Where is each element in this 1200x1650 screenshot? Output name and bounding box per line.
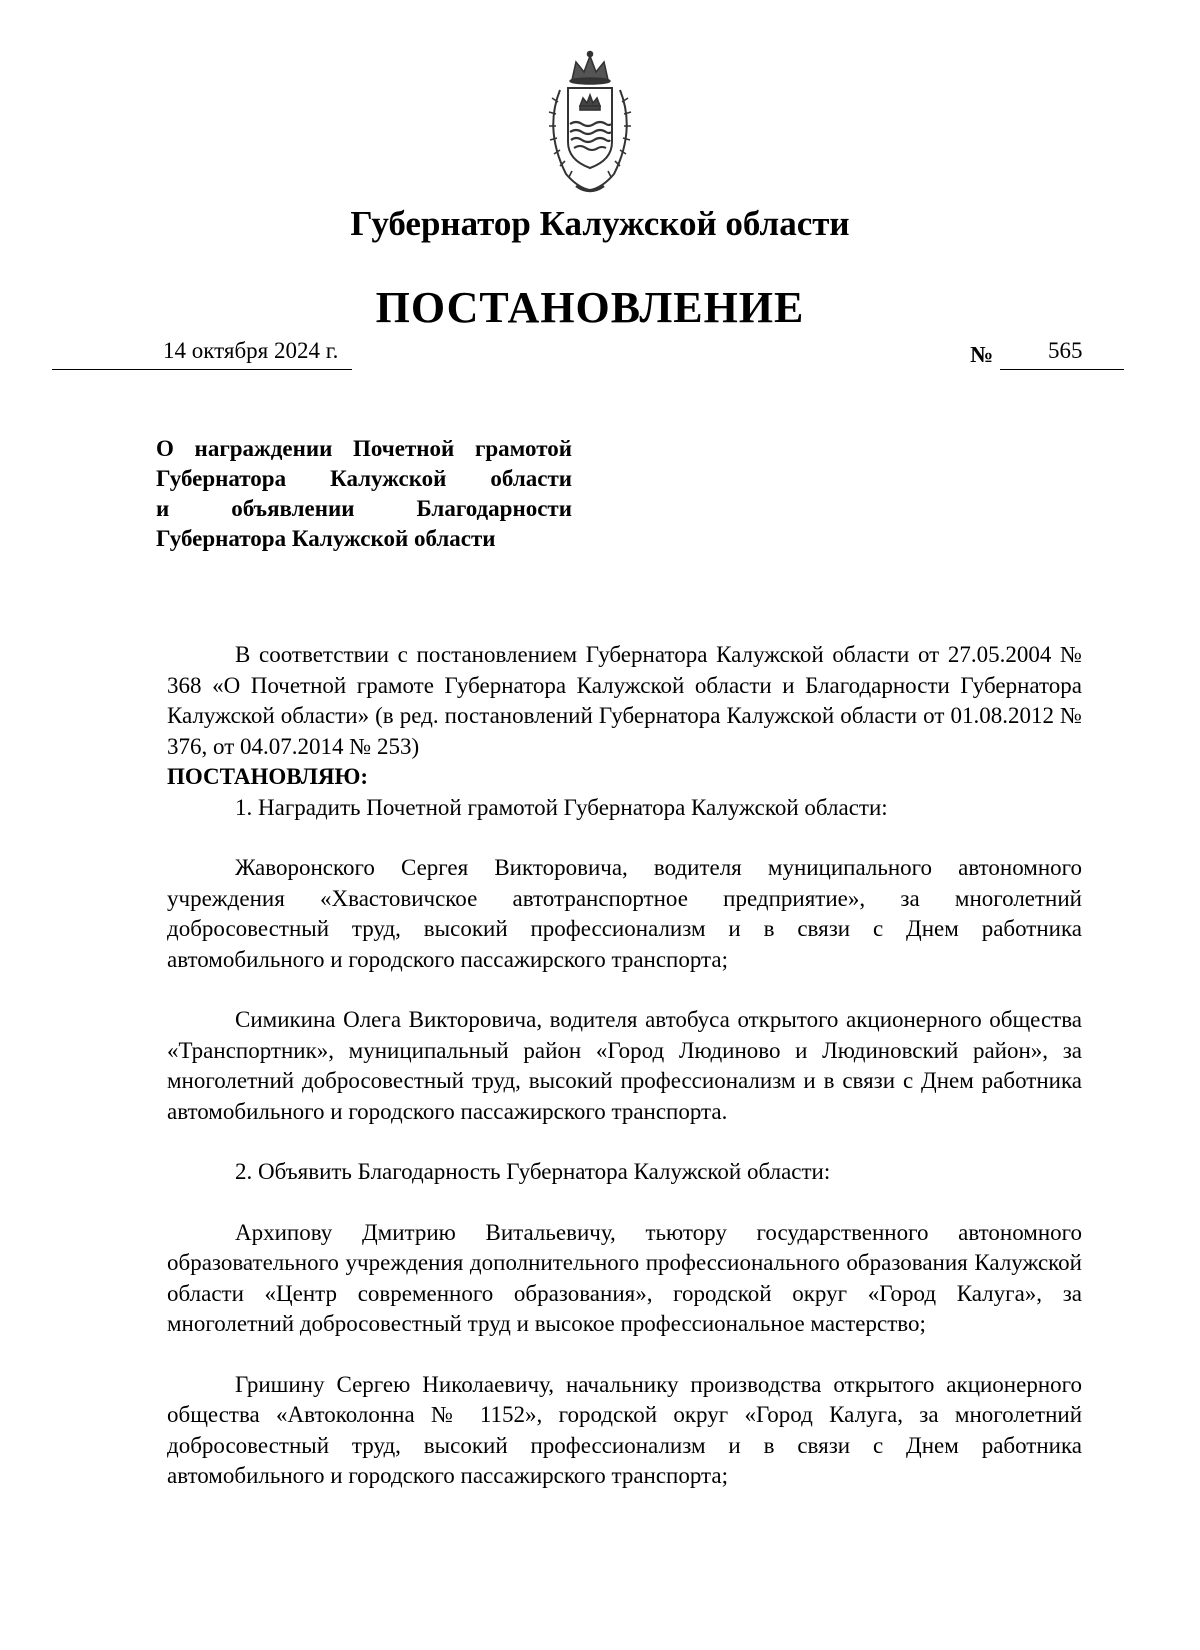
document-date: 14 октября 2024 г. [163, 338, 339, 363]
document-subject [156, 434, 572, 554]
issuer-title: Губернатор Калужской области [350, 204, 850, 243]
number-sign: № [970, 342, 994, 367]
award-paragraph: Симикина Олега Викторовича, водителя автобуса открытого акционерного общества «Транспортник», муниципальный район «Город Людиново и Людиновский район», за многолетний добросовестный труд, высокий профессионализм и в связи с Днем работника автомобильного и городского пассажирского транспорта. [167, 1007, 1082, 1124]
subject-line: О награждении Почетной грамотой [156, 436, 572, 461]
subject-line: Губернатора Калужской области [156, 526, 496, 551]
decree-word: ПОСТАНОВЛЯЮ: [167, 764, 369, 789]
intro-paragraph: В соответствии с постановлением Губернатора Калужской области от 27.05.2004 № 368 «О Почетной грамоте Губернатора Калужской области и Благодарности Губернатора Калужской области» (в ред. постановлений Губернатора Калужской области от 01.08.2012 № 376, от 04.07.2014 № 253) [167, 642, 1082, 759]
item2-heading: 2. Объявить Благодарность Губернатора Калужской области: [235, 1159, 831, 1184]
document-body [167, 640, 1082, 1492]
item1-heading: 1. Наградить Почетной грамотой Губернатора Калужской области: [235, 794, 888, 820]
gratitude-paragraph: Гришину Сергею Николаевичу, начальнику производства открытого акционерного общества «Автоколонна № 1152», городской округ «Город Калуга, за многолетний добросовестный труд, высокий профессионализм и в связи с Днем работника автомобильного и городского пассажирского транспорта; [167, 1371, 1082, 1488]
award-paragraph: Жаворонского Сергея Викторовича, водителя муниципального автономного учреждения «Хвастовичское автотранспортное предприятие», за многолетний добросовестный труд, высокий профессионализм и в связи с Днем работника автомобильного и городского пассажирского транспорта; [167, 855, 1082, 972]
document-type-heading: ПОСТАНОВЛЕНИЕ [375, 283, 805, 332]
gratitude-paragraph: Архипову Дмитрию Витальевичу, тьютору государственного автономного образовательного учреждения дополнительного профессионального образования Калужской области «Центр современного образования», городской округ «Город Калуга», за многолетний добросовестный труд и высокое профессиональное мастерство; [167, 1219, 1082, 1336]
subject-line: и объявлении Благодарности [156, 496, 572, 521]
document-number: 565 [1048, 338, 1083, 363]
subject-line: Губернатора Калужской области [156, 466, 572, 491]
coat-of-arms-emblem [530, 50, 650, 196]
